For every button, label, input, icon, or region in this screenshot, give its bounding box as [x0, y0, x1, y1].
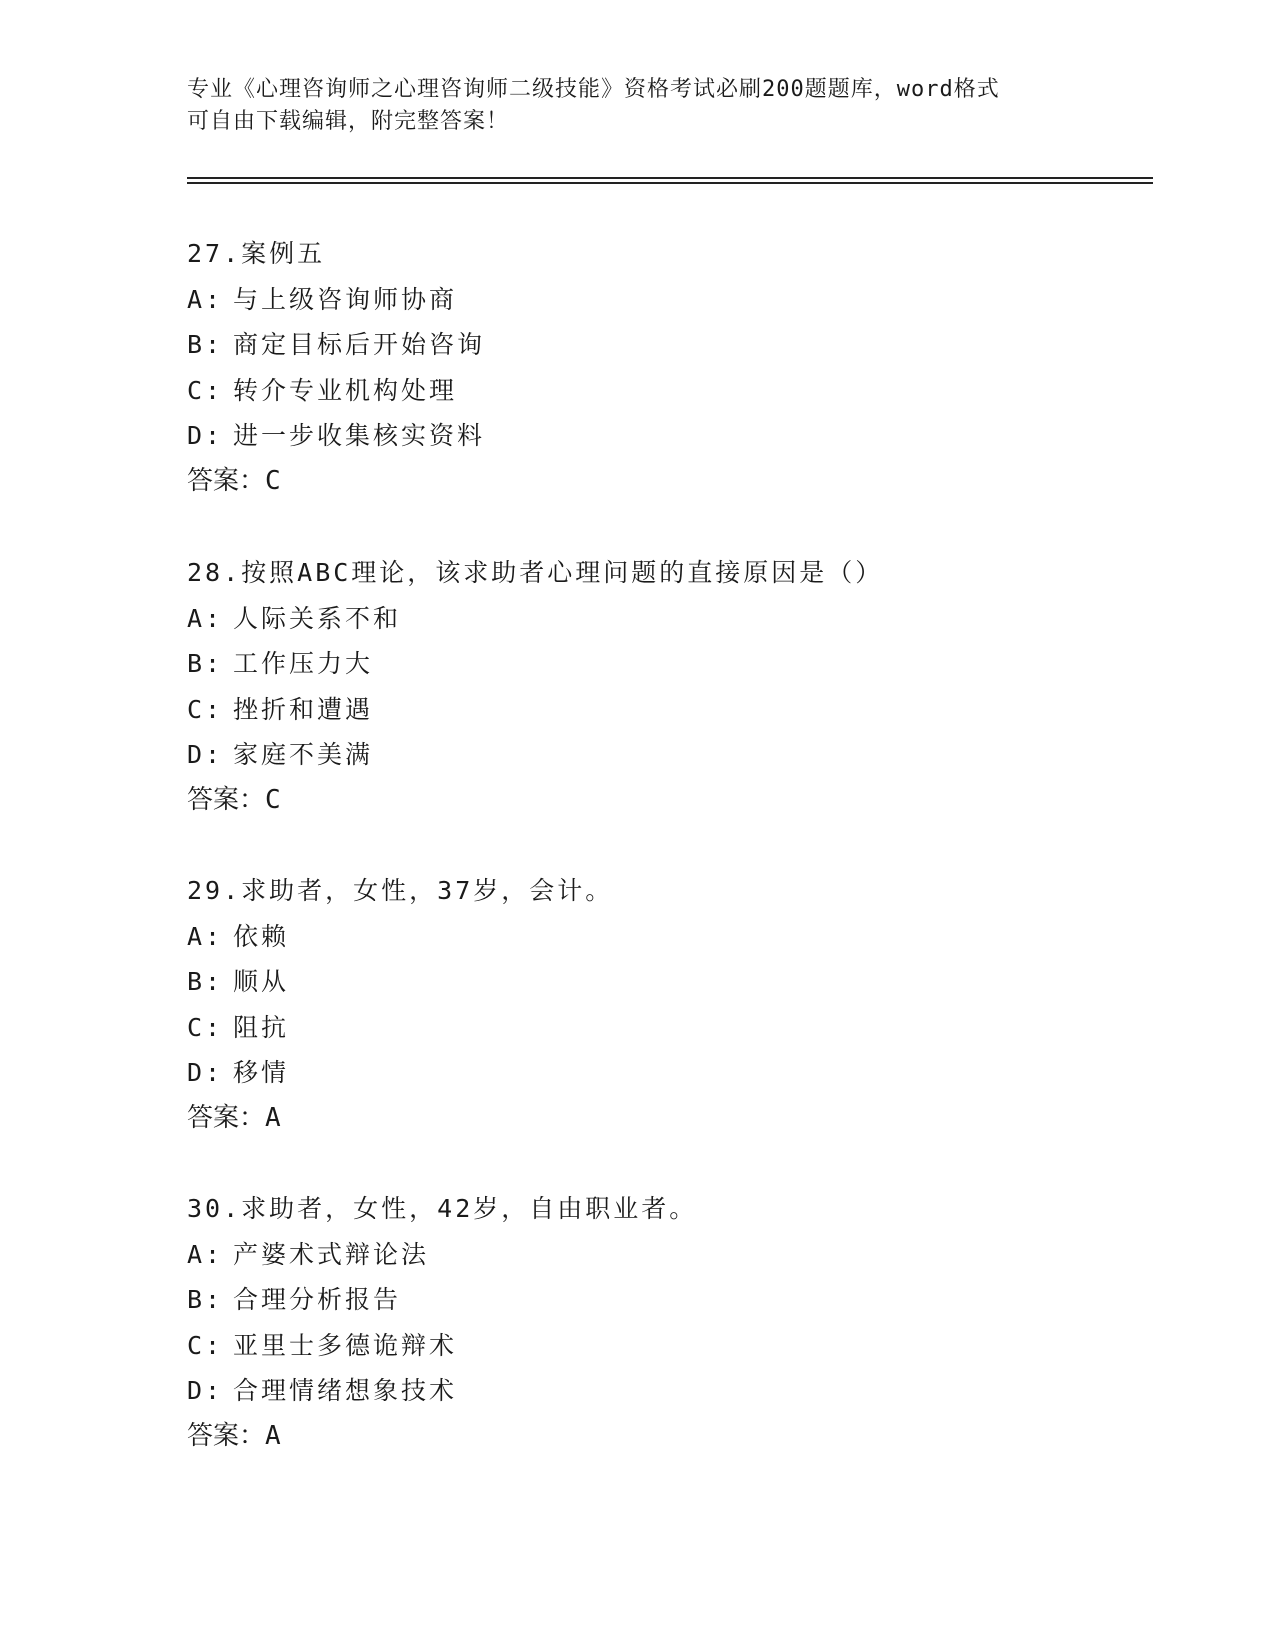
option-c [187, 687, 1147, 733]
option-text: 转介专业机构处理 [233, 375, 458, 405]
answer-label: 答案： [187, 465, 266, 496]
option-d [187, 1368, 1147, 1414]
option-b [187, 959, 1147, 1005]
answer-value: A [265, 1102, 281, 1133]
option-c [187, 1323, 1147, 1369]
option-c [187, 1005, 1147, 1051]
option-key: C: [187, 694, 224, 724]
option-b [187, 641, 1147, 687]
answer-value: C [265, 784, 281, 815]
option-key: B: [187, 1285, 224, 1314]
option-text: 挫折和遭遇 [233, 694, 374, 724]
option-key: D: [187, 740, 224, 769]
option-text: 合理情绪想象技术 [233, 1376, 458, 1405]
option-text: 家庭不美满 [233, 740, 374, 769]
header-divider-bottom [187, 182, 1153, 184]
option-text: 工作压力大 [233, 649, 374, 678]
answer-line [187, 1414, 1147, 1460]
header-divider-top [187, 177, 1153, 179]
option-text: 阻抗 [233, 1012, 290, 1042]
option-a [187, 596, 1147, 642]
option-key: D: [187, 421, 224, 450]
header-line-1: 专业《心理咨询师之心理咨询师二级技能》资格考试必刷200题题库，word格式 [187, 77, 1000, 102]
document-header [187, 74, 1067, 138]
question-title: 27.案例五 [187, 239, 326, 268]
option-key: C: [187, 1012, 224, 1042]
option-key: D: [187, 1058, 224, 1087]
option-text: 亚里士多德诡辩术 [233, 1330, 458, 1360]
question-29 [187, 868, 1147, 1141]
option-text: 商定目标后开始咨询 [233, 330, 486, 359]
question-title: 30.求助者，女性，42岁，自由职业者。 [187, 1194, 698, 1223]
option-text: 进一步收集核实资料 [233, 421, 486, 450]
question-27 [187, 231, 1147, 504]
answer-value: C [265, 465, 281, 496]
answer-label: 答案： [187, 784, 266, 815]
answer-label: 答案： [187, 1102, 266, 1133]
option-text: 与上级咨询师协商 [233, 284, 458, 314]
option-a [187, 1232, 1147, 1278]
answer-line [187, 1096, 1147, 1142]
option-key: B: [187, 330, 224, 359]
option-a [187, 914, 1147, 960]
option-b [187, 1277, 1147, 1323]
option-text: 合理分析报告 [233, 1285, 402, 1314]
answer-line [187, 778, 1147, 824]
option-key: A: [187, 284, 224, 314]
question-title: 29.求助者，女性，37岁，会计。 [187, 876, 614, 905]
option-d [187, 732, 1147, 778]
option-key: B: [187, 649, 224, 678]
option-key: B: [187, 967, 224, 996]
answer-line [187, 459, 1147, 505]
option-text: 顺从 [233, 967, 290, 996]
option-key: C: [187, 1330, 224, 1360]
option-key: C: [187, 375, 224, 405]
option-text: 产婆术式辩论法 [233, 1239, 430, 1269]
option-text: 移情 [233, 1058, 290, 1087]
answer-value: A [265, 1420, 281, 1451]
option-b [187, 322, 1147, 368]
option-key: A: [187, 921, 224, 951]
question-30 [187, 1186, 1147, 1459]
option-d [187, 1050, 1147, 1096]
option-key: A: [187, 1239, 224, 1269]
option-d [187, 413, 1147, 459]
option-text: 依赖 [233, 921, 290, 951]
question-title: 28.按照ABC理论，该求助者心理问题的直接原因是（） [187, 558, 884, 587]
header-line-2: 可自由下载编辑，附完整答案！ [187, 109, 510, 134]
option-c [187, 368, 1147, 414]
option-key: D: [187, 1376, 224, 1405]
question-28 [187, 550, 1147, 823]
option-text: 人际关系不和 [233, 603, 402, 633]
answer-label: 答案： [187, 1420, 266, 1451]
option-key: A: [187, 603, 224, 633]
option-a [187, 277, 1147, 323]
